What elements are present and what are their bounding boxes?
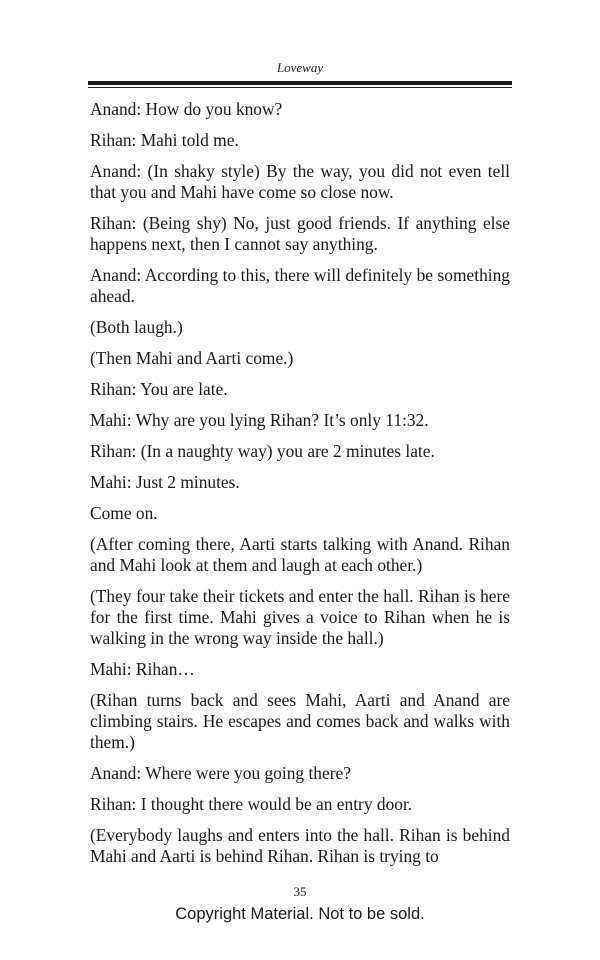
paragraph: Mahi: Why are you lying Rihan? It’s only 11:32.: [90, 410, 429, 430]
header-rule-thick: [88, 81, 512, 85]
running-head-title: Loveway: [276, 60, 324, 75]
paragraph: (Everybody laughs and enters into the hall. Rihan is behind Mahi and Aarti is behind Rihan. Rihan is trying to: [90, 825, 510, 866]
paragraph: Anand: Where were you going there?: [90, 763, 351, 783]
paragraph: (They four take their tickets and enter the hall. Rihan is here for the first time. Mahi gives a voice to Rihan when he is walking in the wrong way inside the hall.): [90, 586, 510, 648]
paragraph: (After coming there, Aarti starts talking with Anand. Rihan and Mahi look at them and laugh at each other.): [90, 534, 510, 575]
paragraph: (Both laugh.): [90, 317, 183, 337]
copyright-notice: Copyright Material. Not to be sold.: [175, 905, 425, 923]
paragraph: Mahi: Rihan…: [90, 659, 195, 679]
paragraph: Anand: How do you know?: [90, 99, 283, 119]
paragraph: Rihan: Mahi told me.: [90, 130, 239, 150]
paragraph: Anand: (In shaky style) By the way, you did not even tell that you and Mahi have come so close now.: [90, 161, 510, 202]
paragraph: Rihan: You are late.: [90, 379, 228, 399]
paragraph: (Rihan turns back and sees Mahi, Aarti and Anand are climbing stairs. He escapes and comes back and walks with them.): [90, 690, 510, 752]
paragraph: Rihan: I thought there would be an entry door.: [90, 794, 413, 814]
paragraph: Anand: According to this, there will definitely be something ahead.: [90, 265, 510, 306]
paragraph: (Then Mahi and Aarti come.): [90, 348, 294, 368]
paragraph: Rihan: (In a naughty way) you are 2 minutes late.: [90, 441, 435, 461]
paragraph: Rihan: (Being shy) No, just good friends. If anything else happens next, then I cannot say anything.: [90, 213, 510, 254]
header-rule-thin: [88, 87, 512, 88]
page-body: [90, 99, 510, 877]
paragraph: Mahi: Just 2 minutes.: [90, 472, 240, 492]
page-number: 35: [293, 884, 307, 899]
paragraph: Come on.: [90, 503, 158, 523]
